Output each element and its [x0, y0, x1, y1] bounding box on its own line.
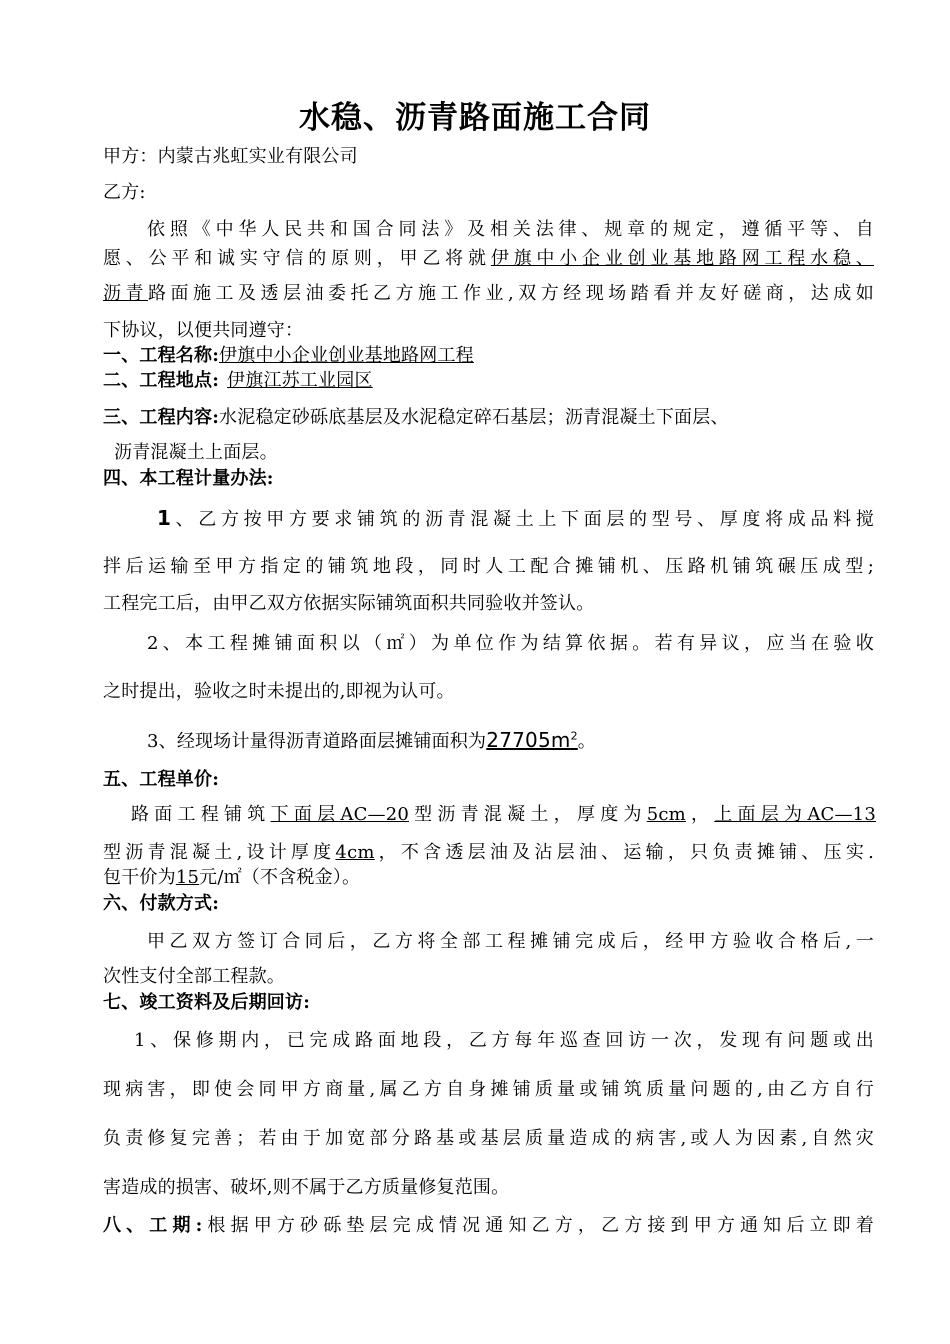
asphalt-underlined: 沥青 — [103, 283, 149, 304]
section-8-label: 八、工期: — [103, 1215, 203, 1236]
unit-price: 15 — [175, 867, 200, 888]
section-5-line-1-mid: 型沥青混凝土，厚度为 — [409, 804, 647, 825]
intro-line-2 — [103, 247, 874, 271]
section-1-project-name — [103, 344, 883, 368]
section-5-line-3-text: 包干价为 — [103, 867, 176, 888]
section-7-line-3: 负责修复完善；若由于加宽部分路基或基层质量造成的病害,或人为因素,自然灾 — [103, 1128, 874, 1149]
section-3-line-1: 水泥稳定砂砾底基层及水泥稳定碎石基层；沥青混凝土下面层、 — [219, 407, 729, 428]
document-title: 水稳、沥青路面施工合同 — [299, 100, 651, 136]
section-5-label: 五、工程单价: — [103, 769, 220, 790]
section-6-label: 六、付款方式: — [103, 893, 220, 914]
section-2-value: 伊旗江苏工业园区 — [227, 370, 373, 391]
project-name-underlined: 伊旗中小企业创业基地路网工程水稳、 — [490, 248, 874, 269]
section-4-p3-text: 3、经现场计量得沥青道路面层摊铺面积为 — [147, 731, 487, 752]
section-4-p1-line-1 — [157, 506, 874, 532]
section-4-p1-text: 、乙方按甲方要求铺筑的沥青混凝土上下面层的型号、厚度将成品料搅 — [171, 509, 874, 530]
intro-line-3 — [103, 282, 874, 306]
intro-line-2-text: 愿、公平和诚实守信的原则，甲乙将就 — [103, 248, 491, 269]
lower-layer-thickness: 5cm — [646, 804, 686, 825]
section-8-line-1: 根据甲方砂砾垫层完成情况通知乙方，乙方接到甲方通知后立即着 — [202, 1215, 874, 1236]
intro-line-4: 下协议，以便共同遵守： — [103, 320, 304, 341]
section-1-value: 伊旗中小企业创业基地路网工程 — [219, 345, 474, 366]
section-8-schedule — [103, 1214, 874, 1238]
section-5-line-1-text: 路面工程铺筑 — [131, 804, 271, 825]
section-4-p2-line-1: 2、本工程摊铺面积以（㎡）为单位作为结算依据。若有异议，应当在验收 — [147, 633, 874, 654]
section-1-label: 一、工程名称: — [103, 345, 220, 366]
section-4-label: 四、本工程计量办法: — [103, 468, 274, 489]
section-5-line-3 — [103, 866, 883, 890]
section-3-line-2: 沥青混凝土上面层。 — [114, 442, 278, 463]
intro-line-3-text: 路面施工及透层油委托乙方施工作业,双方经现场踏看并友好磋商，达成如 — [148, 283, 874, 304]
section-4-p1-line-2: 拌后运输至甲方指定的铺筑地段，同时人工配合摊铺机、压路机铺筑碾压成型; — [103, 556, 874, 577]
section-4-p1-number: 1 — [157, 506, 172, 530]
section-7-line-4: 害造成的损害、破坏,则不属于乙方质量修复范围。 — [103, 1177, 510, 1198]
section-3-label: 三、工程内容: — [103, 407, 220, 428]
section-7-line-1: 1、保修期内，已完成路面地段，乙方每年巡查回访一次，发现有问题或出 — [134, 1030, 874, 1051]
section-6-line-1: 甲乙双方签订合同后，乙方将全部工程摊铺完成后，经甲方验收合格后,一 — [147, 931, 874, 952]
section-6-line-2: 次性支付全部工程款。 — [103, 966, 285, 987]
section-5-line-2-end: ，不含透层油及沾层油、运输，只负责摊铺、压实. — [374, 842, 874, 863]
section-2-label: 二、工程地点: — [103, 370, 220, 391]
section-4-p3-end: 。 — [577, 731, 596, 752]
section-5-line-2 — [103, 841, 874, 865]
section-4-p1-line-3: 工程完工后，由甲乙双方依据实际铺筑面积共同验收并签认。 — [103, 593, 595, 614]
section-2-location — [103, 369, 883, 393]
upper-layer-type: 上面层为AC—13 — [714, 804, 876, 825]
section-7-line-2: 现病害，即使会同甲方商量,属乙方自身摊铺质量或铺筑质量问题的,由乙方自行 — [103, 1079, 874, 1100]
party-a: 甲方：内蒙古兆虹实业有限公司 — [103, 146, 358, 167]
section-5-line-1 — [131, 803, 876, 827]
party-b: 乙方: — [103, 182, 146, 203]
section-5-line-3-end: 元/㎡（不含税金）。 — [199, 867, 361, 888]
section-5-line-1-sep: ， — [685, 804, 715, 825]
section-7-label: 七、竣工资料及后期回访: — [103, 992, 311, 1013]
section-5-line-2-text: 型沥青混凝土,设计厚度 — [103, 842, 336, 863]
intro-line-1: 依照《中华人民共和国合同法》及相关法律、规章的规定，遵循平等、自 — [147, 219, 874, 240]
section-3-content — [103, 406, 883, 430]
paving-area-value — [486, 728, 578, 752]
upper-layer-thickness: 4cm — [335, 842, 375, 863]
section-4-p2-line-2: 之时提出，验收之时未提出的,即视为认可。 — [103, 681, 455, 702]
section-4-p3 — [147, 728, 927, 754]
lower-layer-type: 下面层AC—20 — [270, 804, 410, 825]
paving-area-superscript: 2 — [570, 729, 578, 743]
paving-area-number: 27705m — [486, 728, 571, 752]
